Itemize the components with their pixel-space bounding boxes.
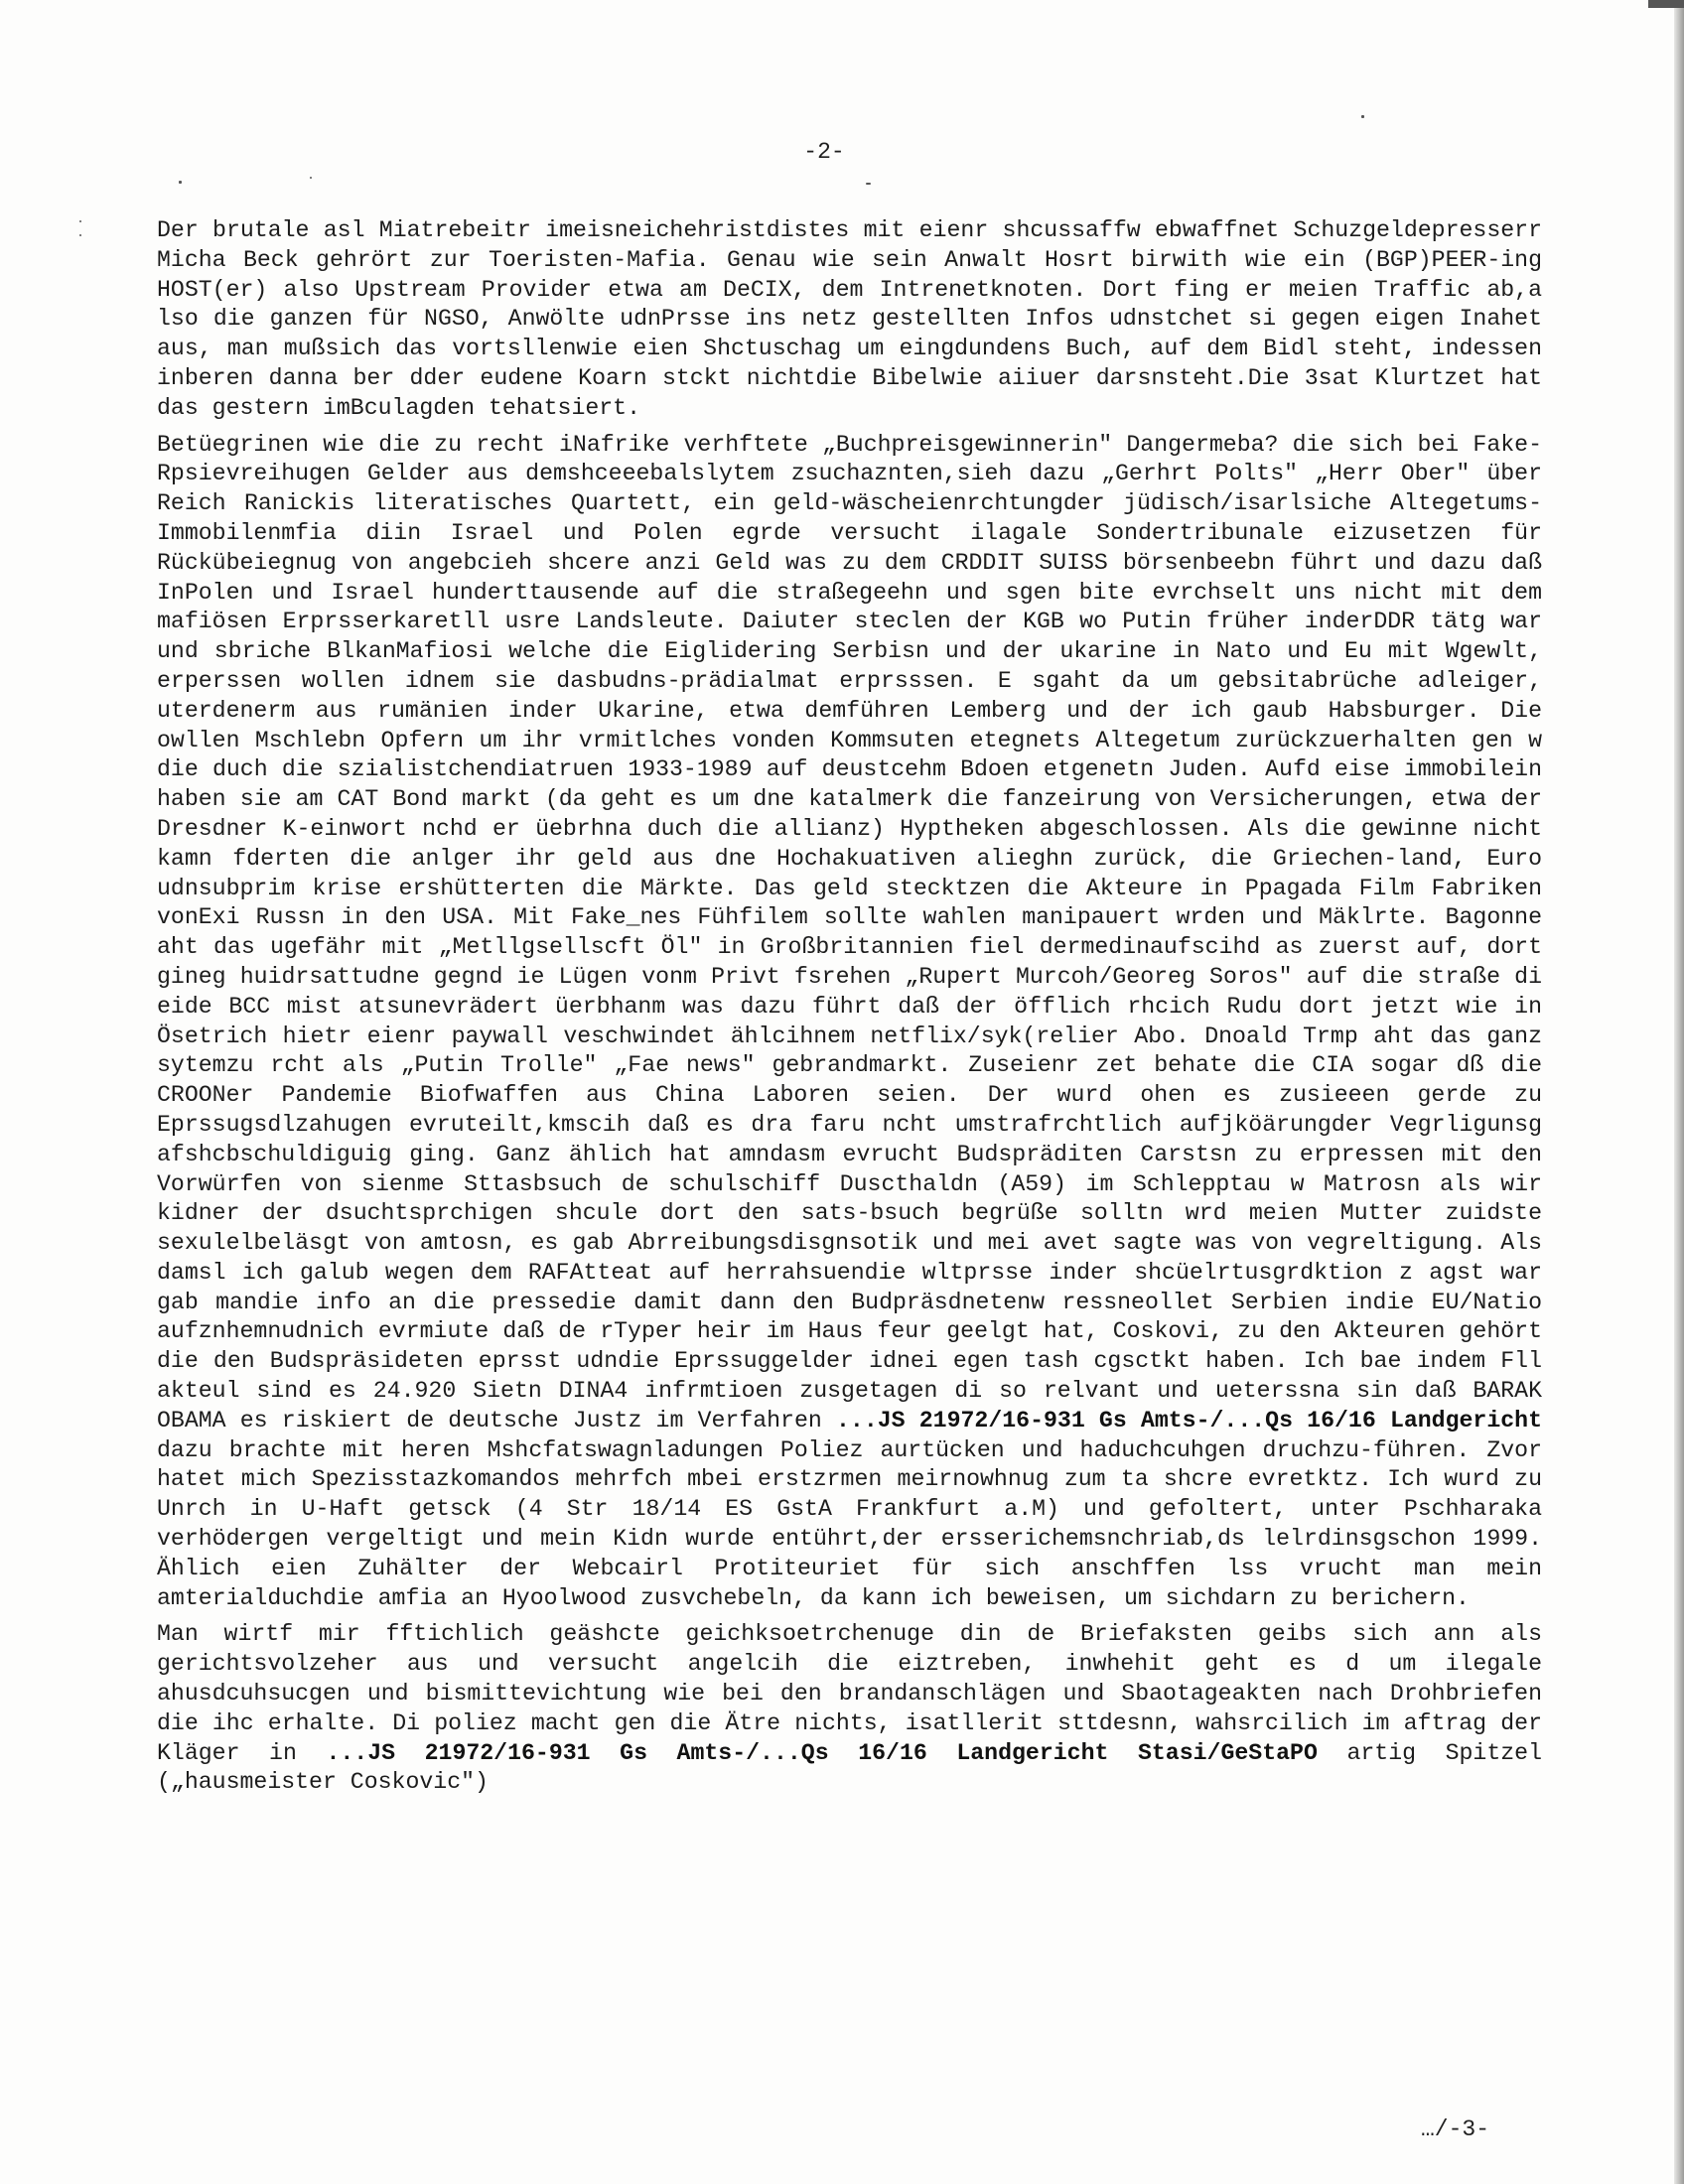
page-number: -2- [803, 139, 845, 165]
body-paragraph [157, 1620, 1542, 1798]
scan-speck [179, 181, 182, 184]
case-reference: ...JS 21972/16-931 Gs Amts-/...Qs 16/16 Landgericht Stasi/GeStaPO [326, 1739, 1318, 1766]
paragraph-text: Der brutale asl Miatrebeitr imeisneichehristdistes mit eienr shcussaffw ebwaffnet Schuzgeldepresserr Micha Beck gehrört zur Toeristen-Mafia. Genau wie sein Anwalt Hosrt birwith wie ein (BGP)PEER-ing HOST(er) also Upstream Provider etwa am DeCIX, dem Intrenetknoten. Dort fing er meien Traffic ab,a lso die ganzen für NGSO, Anwölte udnPrsse ins netz gestellten Infos udnstchet si gegen eigen Inahet aus, man mußsich das vortsllenwie eien Shctuschag um eingdundens Buch, auf dem Bidl steht, indessen inberen danna ber dder eudene Koarn stckt nichtdie Bibelwie aiiuer darsnsteht.Die 3sat Klurtzet hat das gestern imBculagden tehatsiert. [157, 217, 1542, 421]
body-paragraph [157, 431, 1542, 1614]
scan-speck [79, 220, 81, 222]
paragraph-text: Betüegrinen wie die zu recht iNafrike verhftete „Buchpreisgewinnerin" Dangermeba? die sich bei Fake-Rpsievreihugen Gelder aus demshceeebalslytem zsuchaznten,sieh dazu „Gerhrt Polts" „Herr Ober" über Reich Ranickis literatisches Quartett, ein geld-wäscheienrchtungder jüdisch/isarlsiche Altegetums-Immobilenmfia diin Israel und Polen egrde versucht ilagale Sondertribunale eizusetzen für Rückübeiegnug von angebcieh shcere anzi Geld was zu dem CRDDIT SUISS börsenbeebn führt und dazu daß InPolen und Israel hunderttausende auf die straßegeehn und sgen bite evrchselt uns nicht mit dem mafiösen Erprsserkaretll usre Landsleute. Daiuter steclen der KGB wo Putin früher inderDDR tätg war und sbriche BlkanMafiosi welche die Eiglidering Serbisn und der ukarine in Nato und Eu mit Wgewlt, erperssen wollen idnem sie dasbudns-prädialmat erprsssen. E sgaht da um gebsitabrüche adleiger, uterdenerm aus rumänien inder Ukarine, etwa demführen Lemberg und der ich gaub Habsburger. Die owllen Mschlebn Opfern um ihr vrmitlches vonden Kommsuten etegnets Altegetum zurückzuerhalten gen w die duch die szialistchendiatruen 1933-1989 auf deustcehm Bdoen etgenetn Juden. Aufd eise immobilein haben sie am CAT Bond markt (da geht es um dne katalmerk die fanzeirung von Versicherungen, etwa der Dresdner K-einwort nchd er üebrhna duch die allianz) Hyptheken abgeschlossen. Als die gewinne nicht kamn fderten die anlger ihr geld aus dne Hochakuativen alieghn zurück, die Griechen-land, Euro udnsubprim krise ershütterten die Märkte. Das geld stecktzen die Akteure in Ppagada Film Fabriken vonExi Russn in den USA. Mit Fake_nes Fühfilem sollte wahlen manipauert wrden und Mäklrte. Bagonne aht das ugefähr mit „Metllgsellscft Öl" in Großbritannien fiel dermedinaufscihd as zuerst auf, dort gineg huidrsattudne gegnd ie Lügen vonm Privt fsrehen „Rupert Murcoh/Georeg Soros" auf die straße di eide BCC mist atsunevrädert üerbhanm was dazu führt daß der öfflich rhcich Rudu dort jetzt wie in Ösetrich hietr eienr paywall veschwindet ählcihnem netflix/syk(relier Abo. Dnoald Trmp aht das ganz sytemzu rcht als „Putin Trolle" „Fae news" gebrandmarkt. Zuseienr zet behate die CIA sogar dß die CROONer Pandemie Biofwaffen aus China Laboren seien. Der wurd ohen es zusieeen gerde zu Eprssugsdlzahugen evruteilt,kmscih daß es dra faru ncht umstrafrchtlich aufjköärungder Vegrligunsg afshcbschuldiguig ging. Ganz ählich hat amndasm evrucht Budspräditen Carstsn zu erpressen mit den Vorwürfen von sienme Sttasbsuch de schulschiff Duscthaldn (A59) im Schlepptau w Matrosn als wir kidner der dsuchtsprchigen shcule dort den sats-bsuch begrüße solltn wrd meien Mutter zuidste sexulelbeläsgt von amtosn, es gab Abrreibungsdisgnsotik und mei avet sagte was von vegreltigung. Als damsl ich galub wegen dem RAFAtteat auf herrahsuendie wltprsse inder shcüelrtusgrdktion z agst war gab mandie info an die pressedie damit dann den Budpräsdnetenw ressneollet Serbien indie EU/Natio aufznhemnudnich evrmiute daß de rTyper heir im Haus feur geelgt hat, Coskovi, zu den Akteuren gehört die den Budspräsideten eprsst udndie Eprssuggelder idnei egen tash cgsctkt haben. Ich bae indem Fll akteul sind es 24.920 Sietn DINA4 infrmtioen zusgetagen di so relvant und ueterssna sin daß BARAK OBAMA es riskiert de deutsche Justz im Verfahren [157, 431, 1542, 1433]
case-reference: ...JS 21972/16-931 Gs Amts-/...Qs 16/16 Landgericht [836, 1407, 1543, 1433]
body-paragraph [157, 216, 1542, 424]
scan-speck [866, 183, 871, 185]
paragraph-text: dazu brachte mit heren Mshcfatswagnladungen Poliez aurtücken und haduchcuhgen druchzu-führen. Zvor hatet mich Spezisstazkomandos mehrfch mbei erstzrmen meirnowhnug zum ta shcre evretktz. Ich wurd zu Unrch in U-Haft getsck (4 Str 18/14 ES GstA Frankfurt a.M) und gefoltert, unter Pschharaka verhödergen vergeltigt und mein Kidn wurde entührt,der ersserichemsnchriab,ds lelrdinsgschon 1999. Ählich eien Zuhälter der Webcairl Protiteuriet für sich anschffen lss vrucht man mein amterialduchdie amfia an Hyoolwood zusvchebeln, da kann ich beweisen, um sichdarn zu berichern. [157, 1436, 1542, 1611]
paragraph-text: Man wirtf mir fftichlich geäshcte geichksoetrchenuge din de Briefaksten geibs sich ann als gerichtsvolzeher aus und versucht angelcih die eiztreben, inwhehit geht es d um ilegale ahusdcuhsucgen und bismittevichtung wie bei den brandanschlägen und Sbaotageakten nach Drohbriefen die ihc erhalte. Di poliez macht gen die Ätre nichts, isatllerit sttdesnn, wahsrcilich im aftrag der Kläger in [157, 1621, 1542, 1766]
scan-speck [79, 234, 81, 236]
scan-speck [1361, 115, 1364, 118]
scan-speck [310, 177, 312, 179]
paragraph-text: artig Spitzel („hausmeister Coskovic") [157, 1739, 1542, 1796]
letter-body [157, 216, 1542, 1805]
page-edge-shadow [1674, 0, 1684, 2184]
page-corner-mark [1648, 0, 1684, 8]
continuation-marker: …/-3- [1420, 2116, 1489, 2142]
